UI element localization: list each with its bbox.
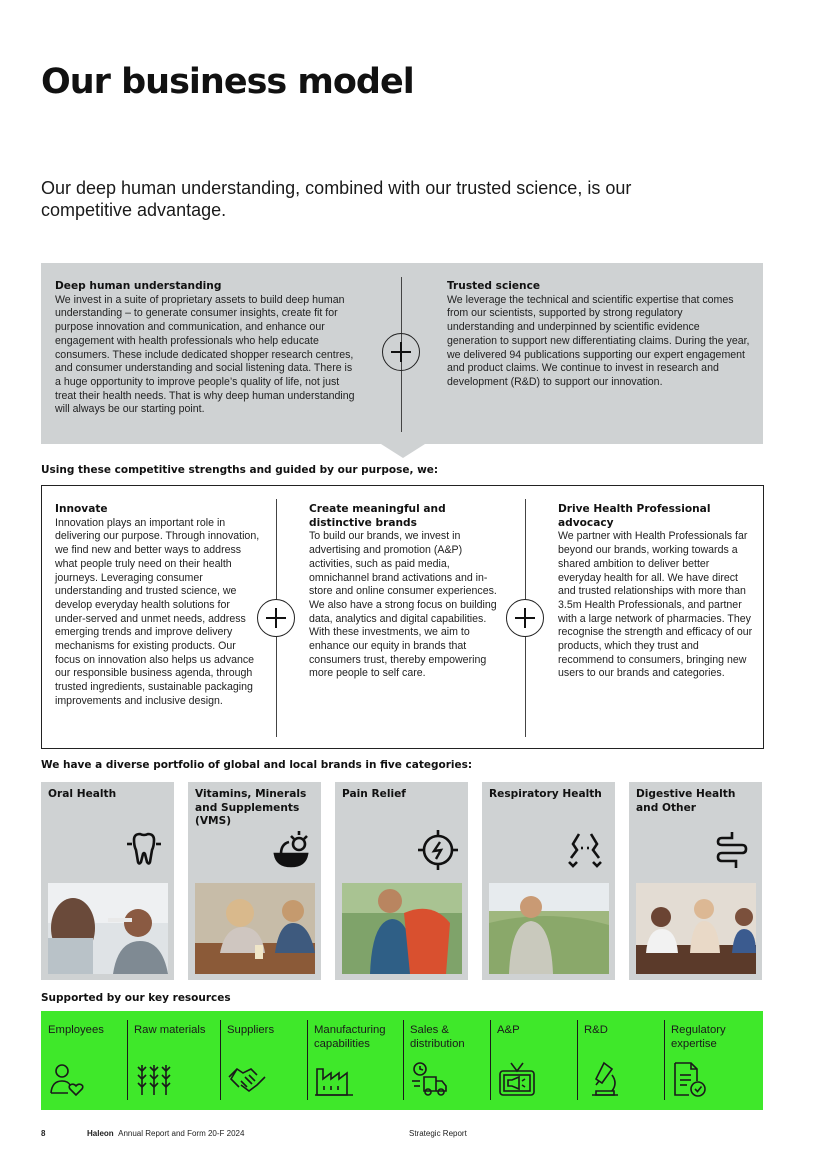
footer-report <box>87 1129 244 1138</box>
digestive-health-photo <box>636 883 756 974</box>
category-name: Vitamins, Minerals and Supplements (VMS) <box>195 788 307 828</box>
tooth-icon <box>122 828 166 872</box>
resource-raw-materials <box>127 1011 220 1110</box>
oral-health-photo <box>48 883 168 974</box>
footer-section: Strategic Report <box>409 1129 467 1138</box>
hcp-advocacy-column <box>558 503 753 681</box>
deep-human-understanding-body: We invest in a suite of proprietary assets to build deep human understanding – to generate consumer insights, create fit for purpose innovation and communication, and enhance our engagement with health professionals who help educate consumers. These include dedicated shopper research centres, and consumer understanding and social listening data. There is a huge opportunity to improve people’s quality of life, not just treat their health needs. That is why deep human understanding will always be our starting point. <box>55 293 355 416</box>
resource-label: Manufacturing capabilities <box>314 1024 386 1050</box>
resource-divider <box>403 1020 404 1100</box>
category-name: Pain Relief <box>342 788 406 800</box>
category-pain-relief <box>335 782 468 980</box>
wheat-icon <box>134 1059 174 1099</box>
plus-icon <box>506 599 544 637</box>
category-oral-health <box>41 782 174 980</box>
resource-label: A&P <box>497 1024 520 1036</box>
hcp-advocacy-heading: Drive Health Professional advocacy <box>558 503 711 529</box>
resource-divider <box>127 1020 128 1100</box>
person-heart-icon <box>48 1059 88 1099</box>
microscope-icon <box>584 1059 624 1099</box>
resource-label: Regulatory expertise <box>671 1024 726 1050</box>
category-vms <box>188 782 321 980</box>
intestine-icon <box>710 828 754 872</box>
vms-photo <box>195 883 315 974</box>
deep-human-understanding <box>55 280 360 417</box>
resource-sales-distribution <box>403 1011 490 1110</box>
trusted-science-body: We leverage the technical and scientific expertise that comes from our scientists, supported by strong regulatory understanding and underpinned by scientific evidence generation to support new differentiating claims. During the year, we delivered 94 publications supporting our expert engagement and product claims. We continue to invest in research and development (R&D) to support our innovation. <box>447 293 750 388</box>
footer-report-title: Annual Report and Form 20-F 2024 <box>118 1129 245 1138</box>
trusted-science <box>447 280 752 390</box>
category-name: Respiratory Health <box>489 788 602 800</box>
portfolio-heading: We have a diverse portfolio of global and local brands in five categories: <box>41 759 473 771</box>
footer-brand: Haleon <box>87 1129 114 1138</box>
hcp-advocacy-body: We partner with Health Professionals far beyond our brands, working towards a shared ambition to deliver better everyday health for all. We have direct and trusted relationships with more than 3.5m Health Professionals, and partner with a large network of pharmacies. They recognise the strength and efficacy of our products, which they trust and recommend to consumers, bringing new users to our brands and categories. <box>558 530 753 680</box>
strengths-heading: Using these competitive strengths and guided by our purpose, we: <box>41 464 439 476</box>
key-resources-band <box>41 1011 763 1110</box>
resource-regulatory <box>664 1011 763 1110</box>
resource-label: Employees <box>48 1024 104 1036</box>
category-digestive-health <box>629 782 762 980</box>
deep-human-understanding-heading: Deep human understanding <box>55 280 222 292</box>
brands-heading: Create meaningful and distinctive brands <box>309 503 446 529</box>
tv-megaphone-icon <box>497 1059 537 1099</box>
trusted-science-heading: Trusted science <box>447 280 541 292</box>
handshake-icon <box>227 1059 267 1099</box>
resource-label: Raw materials <box>134 1024 206 1036</box>
resource-divider <box>307 1020 308 1100</box>
brands-column <box>309 503 499 681</box>
resource-divider <box>220 1020 221 1100</box>
competitive-advantage-panel <box>41 263 763 444</box>
plus-icon <box>257 599 295 637</box>
resource-divider <box>664 1020 665 1100</box>
document-check-icon <box>671 1059 711 1099</box>
page-number: 8 <box>41 1129 46 1138</box>
pain-relief-photo <box>342 883 462 974</box>
factory-icon <box>314 1059 354 1099</box>
strengths-box <box>41 485 764 749</box>
resource-label: Sales & distribution <box>410 1024 465 1050</box>
resource-manufacturing <box>307 1011 403 1110</box>
pain-target-icon <box>416 828 460 872</box>
respiratory-health-photo <box>489 883 609 974</box>
delivery-truck-icon <box>410 1059 450 1099</box>
resource-employees <box>41 1011 127 1110</box>
resource-divider <box>490 1020 491 1100</box>
vitamin-bowl-icon <box>269 828 313 872</box>
resource-suppliers <box>220 1011 307 1110</box>
page-subtitle: Our deep human understanding, combined with our trusted science, is our competitive advantage. <box>41 178 632 220</box>
resource-label: R&D <box>584 1024 608 1036</box>
brands-body: To build our brands, we invest in advertising and promotion (A&P) activities, such as paid media, omnichannel brand activations and in-store and online consumer experiences. We also have a strong focus on building data, analytics and digital capabilities. With these investments, we aim to enhance our equity in brands that consumers trust, thereby empowering more people to self care. <box>309 530 497 680</box>
resources-heading: Supported by our key resources <box>41 992 231 1004</box>
innovate-body: Innovation plays an important role in delivering our purpose. Through innovation, we find new and better ways to address what people truly need on their health journeys. Leveraging consumer understanding and trusted science, we develop everyday health solutions for under-served and unmet needs, address emerging trends and improve delivery mechanisms for existing products. Our focus on innovation also helps us advance our responsible business agenda, through trusted ingredients, sustainable packaging improvements and inclusive design. <box>55 516 260 707</box>
category-respiratory-health <box>482 782 615 980</box>
lungs-icon <box>563 828 607 872</box>
resource-divider <box>577 1020 578 1100</box>
innovate-column <box>55 503 260 709</box>
page-title: Our business model <box>41 62 414 102</box>
category-name: Oral Health <box>48 788 117 800</box>
plus-icon <box>382 333 420 371</box>
resource-rd <box>577 1011 664 1110</box>
resource-ap <box>490 1011 577 1110</box>
innovate-heading: Innovate <box>55 503 108 515</box>
resource-label: Suppliers <box>227 1024 275 1036</box>
category-name: Digestive Health and Other <box>636 788 736 814</box>
panel-pointer-arrow <box>381 444 425 458</box>
